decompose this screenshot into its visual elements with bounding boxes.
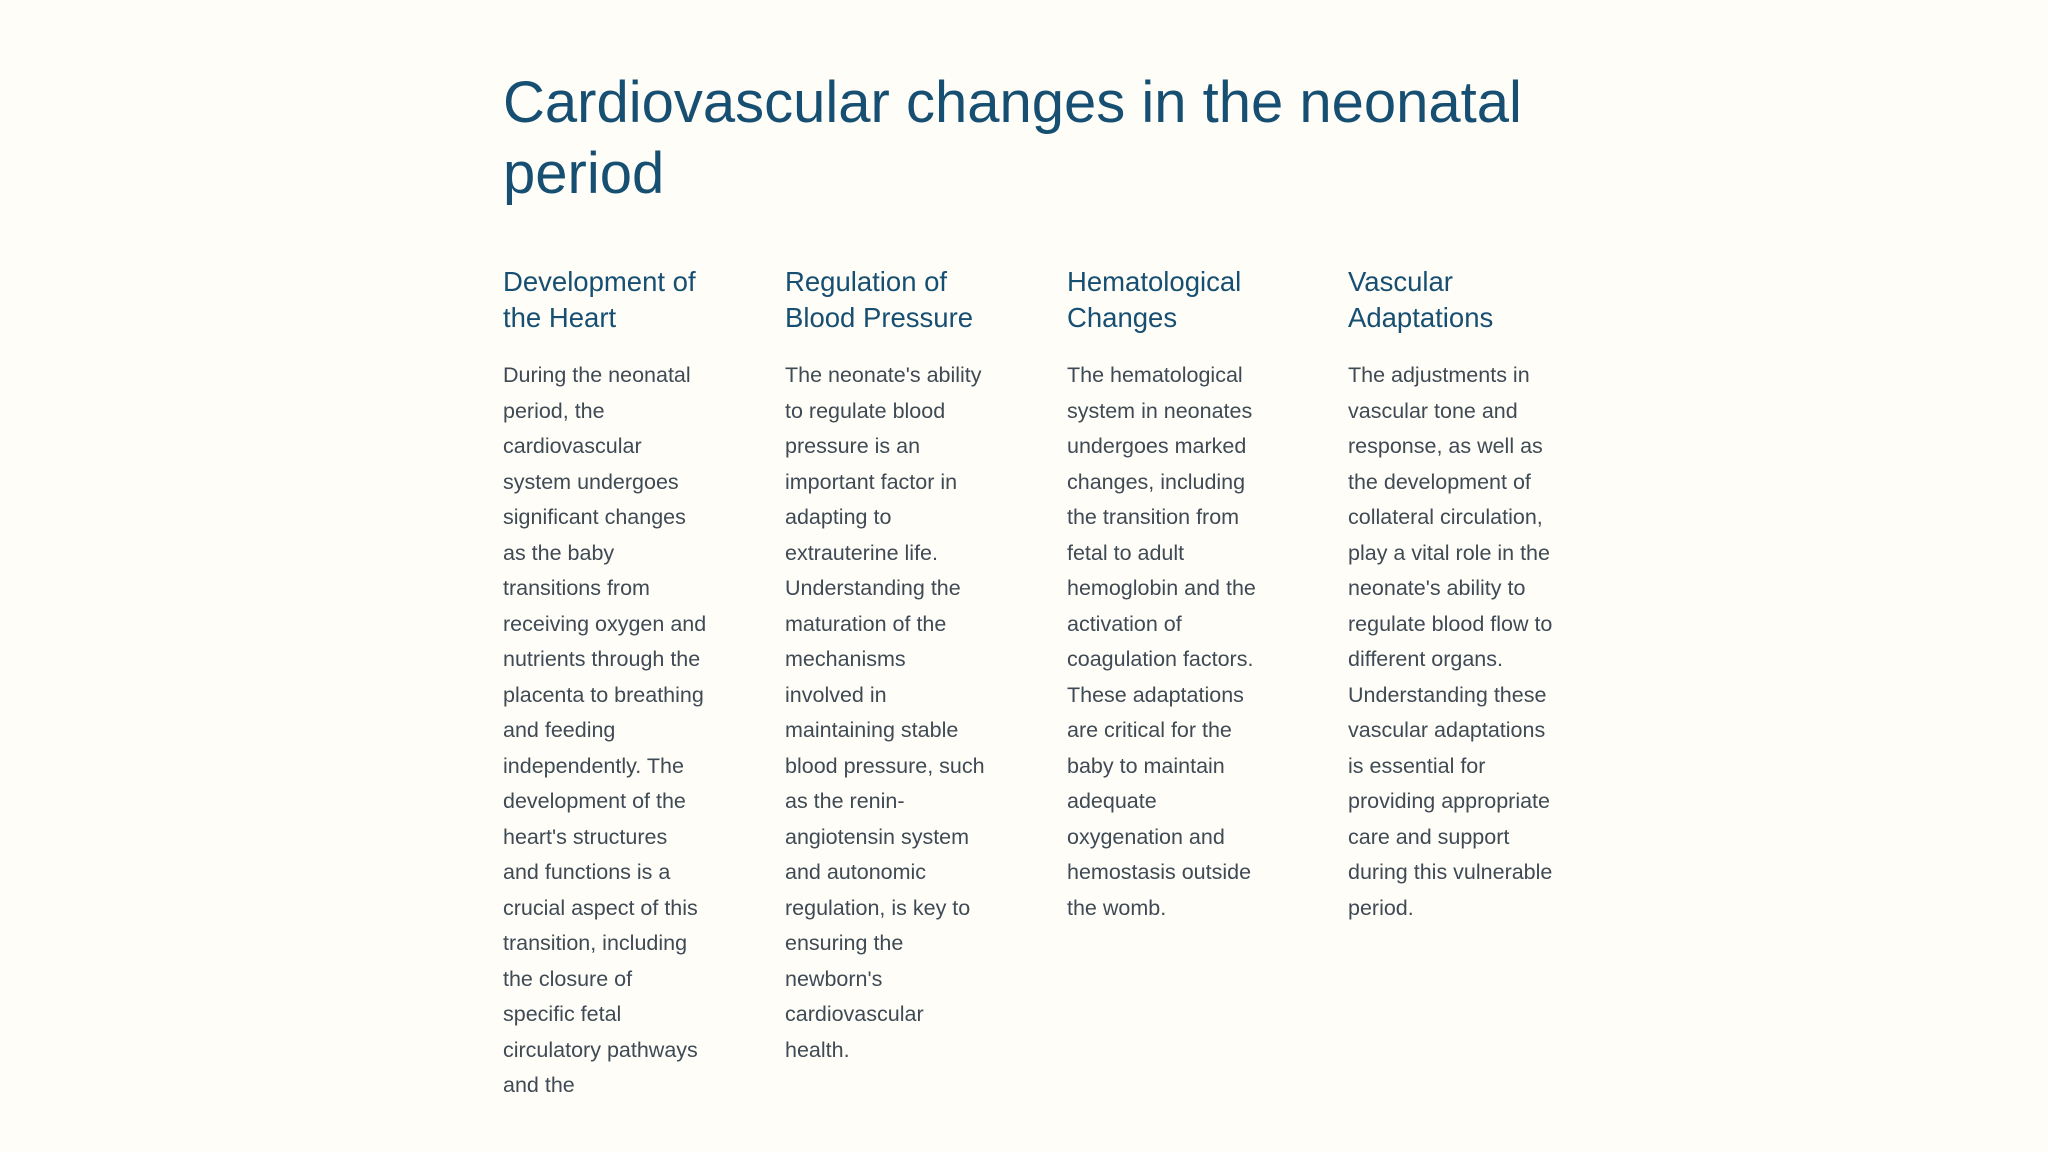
section-heading: Vascular Adaptations	[1348, 266, 1494, 333]
section-heading: Hematological Changes	[1067, 266, 1242, 333]
document-page	[503, 0, 1563, 1152]
section-columns	[503, 264, 1563, 1152]
section-heading: Regulation of Blood Pressure	[785, 266, 974, 333]
section-development-of-heart	[503, 264, 708, 1104]
section-body: During the neonatal period, the cardiovascular system undergoes significant changes as the baby transitions from receiving oxygen and nutrients through the placenta to breathing and feeding independently. The development of the heart's structures and functions is a crucial aspect of this transition, including the closure of specific fetal circulatory pathways and the	[503, 363, 707, 1097]
section-regulation-of-blood-pressure	[785, 264, 990, 1068]
section-body: The neonate's ability to regulate blood pressure is an important factor in adapting to extrauterine life. Understanding the maturation of the mechanisms involved in maintaining stable blood pressure, such as the renin-angiotensin system and autonomic regulation, is key to ensuring the newborn's cardiovascular health.	[785, 363, 985, 1062]
section-heading: Development of the Heart	[503, 266, 696, 333]
section-hematological-changes	[1067, 264, 1272, 926]
section-body: The hematological system in neonates undergoes marked changes, including the transition from fetal to adult hemoglobin and the activation of coagulation factors. These adaptations are critical for the baby to maintain adequate oxygenation and hemostasis outside the womb.	[1067, 363, 1256, 920]
section-vascular-adaptations	[1348, 264, 1553, 926]
section-body: The adjustments in vascular tone and response, as well as the development of collateral circulation, play a vital role in the neonate's ability to regulate blood flow to different organs. Understanding these vascular adaptations is essential for providing appropriate care and support during this vulnerable period.	[1348, 363, 1553, 920]
page-title: Cardiovascular changes in the neonatal period	[503, 70, 1522, 206]
